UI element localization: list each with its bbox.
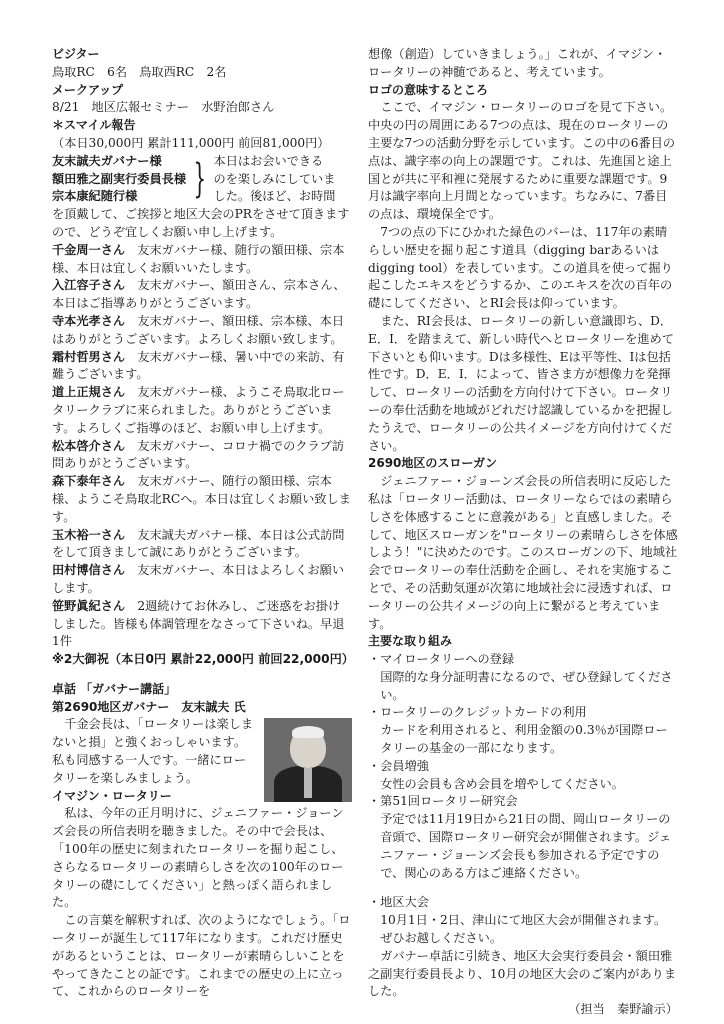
- guest-side-text: した。後ほど、お時間: [213, 189, 336, 204]
- smile-entry: 寺本光孝さん 友末ガバナー、額田様、宗本様、本日はありがとうございます。よろしくお願い致します。: [52, 313, 345, 346]
- brace-icon: }: [193, 155, 207, 202]
- smile-totals: （本日30,000円 累計111,000円 前回81,000円）: [52, 135, 330, 150]
- visitor-line: 鳥取RC 6名 鳥取西RC 2名: [52, 64, 227, 79]
- action-text: 予定では11月19日から21日の間、岡山ロータリーの音頭で、国際ロータリー研究会が開催されます。ジェニファー・ジョーンズ会長も参加される予定ですので、関心のある方はご連絡ください。: [380, 812, 672, 880]
- action-text: 国際的な身分証明書になるので、ぜひ登録してください。: [380, 669, 673, 702]
- smile-entry: 笹野眞紀さん 2週続けてお休みし、ご迷惑をお掛けしました。皆様も体調管理をなさって下さいね。早退1件: [52, 598, 345, 649]
- left-column: [52, 46, 352, 1001]
- actions-list: [368, 651, 678, 882]
- right-column: [368, 46, 678, 1019]
- continued-text: 想像（創造）していきましょう。」これが、イマジン・ロータリーの神髄であると、考えています。: [368, 47, 667, 79]
- talk-heading: 卓話 「ガバナー講話」: [52, 681, 177, 696]
- guest-side-text: のを楽しみにしていま: [213, 171, 336, 186]
- district-text: 10月1日・2日、津山にて地区大会が開催されます。ぜひお越しください。: [380, 913, 667, 946]
- speaker-line: 第2690地区ガバナー 友末誠夫 氏: [52, 699, 246, 714]
- logo-heading: ロゴの意味するところ: [368, 82, 489, 97]
- makeup-heading: メークアップ: [52, 82, 124, 97]
- action-title: ・第51回ロータリー研究会: [368, 794, 518, 809]
- smile-entry: 入江容子さん 友末ガバナー、額田さん、宗本さん、本日はご指導ありがとうございます。: [52, 278, 346, 311]
- imagine-paragraph: この言葉を解釈すれば、次のようになでしょう。「ロータリーが誕生して117年になります。これだけ歴史があるということは、ロータリーが素晴らしいことをやってきたことの証です。これまでの歴史の上に立って、これからのロータリーを: [52, 913, 351, 999]
- guest-rest: を頂戴して、ご挨拶と地区大会のPRをさせて頂きますので、どうぞ宜しくお願い申し上げます。: [52, 207, 350, 239]
- action-title: ・マイロータリーへの登録: [368, 652, 515, 667]
- logo-paragraph: ここで、イマジン・ロータリーのロゴを見て下さい。中央の円の周囲にある7つの点は、現在のロータリーの主要な7つの活動分野を示しています。この中の6番目の点は、識字率の向上の課題です。これは、先進国と途上国とが共に平和裡に発展するために重要な課題です。9月は識字率向上月間となっています。ちなみに、7番目の点は、環境保全です。: [368, 100, 676, 222]
- intro-text: 千金会長は、「ロータリーは楽しまないと損」と強くおっしゃいます。私も同感する一人です。一緒にロータリーを楽しみましょう。: [52, 717, 254, 785]
- actions-heading: 主要な取り組み: [368, 634, 453, 649]
- smile-entry: 霜村哲男さん 友末ガバナー様、暑い中での来訪、有難うございます。: [52, 349, 345, 382]
- smile-entry: 千金周一さん 友末ガバナー様、随行の額田様、宗本様、本日は宜しくお願いいたします。: [52, 242, 345, 275]
- smile-entry: 田村博信さん 友末ガバナー、本日はよろしくお願いします。: [52, 563, 345, 595]
- smile-entries: [52, 242, 352, 651]
- smile-entry: 道上正規さん 友末ガバナー様、ようこそ鳥取北ロータリークラブに来られました。ありがとうございます。よろしくご指導のほど、お願い申し上げます。: [52, 385, 345, 435]
- big-gift-line: ※2大御祝（本日0円 累計22,000円 前回22,000円）: [52, 652, 354, 667]
- smile-entry: 玉木裕一さん 友末誠夫ガバナー様、本日は公式訪問をして頂きまして誠にありがとうございます。: [52, 527, 345, 560]
- imagine-paragraph: 私は、今年の正月明けに、ジェニファー・ジョーンズ会長の所信表明を聴きました。その中で会長は、「100年の歴史に刻まれたロータリーを掘り起こし、さらなるロータリーの素晴らしさを次の100年のロータリーの礎にしてください」と熱っぽく語られました。: [52, 806, 344, 910]
- action-title: ・会員増強: [368, 758, 429, 773]
- guest-name: 額田雅之副実行委員長様: [52, 171, 187, 186]
- smile-entry: 森下泰年さん 友末ガバナー、随行の額田様、宗本様、ようこそ鳥取北RCへ。本日は宜しくお願い致します。: [52, 474, 351, 524]
- logo-paragraph: また、RI会長は、ロータリーの新しい意識即ち、D．E．I．を踏まえて、新しい時代へとロータリーを進めて下さいとも仰います。Dは多様性、Eは平等性、Iは包括性です。D．E．I．によって、皆さま方が想像力を発揮して、ロータリーの活動を方向付けて下さい。ロータリーの奉仕活動を地域がどれだけ認識しているかを把握したうえで、ロータリーの公共イメージを方向付けてください。: [368, 313, 674, 453]
- action-title: ・ロータリーのクレジットカードの利用: [368, 705, 587, 720]
- smile-heading: ＊スマイル報告: [52, 118, 136, 133]
- slogan-heading: 2690地区のスローガン: [368, 456, 498, 471]
- guest-name: 宗本康紀随行様: [52, 189, 138, 204]
- district-title: ・地区大会: [368, 895, 429, 910]
- logo-paragraph: 7つの点の下にひかれた緑色のバーは、117年の素晴らしい歴史を掘り起こす道具（digging barあるいはdigging tool）を表しています。この道具を使って掘り起こしたエキスをどうするか、このエキスを次の百年の礎にしてください、とRI会長は仰っています。: [368, 224, 673, 311]
- guest-block: [52, 153, 352, 206]
- slogan-paragraph: ジェニファー・ジョーンズ会長の所信表明に反応した私は「ロータリー活動は、ロータリーならではの素晴らしさを体感することに意義がある」と直感しました。そして、地区スローガンを"ロータリーの素晴らしさを体感しよう！"に決めたのです。このスローガンの下、地域社会でロータリーの奉仕活動を企画し、それを実施することで、その活動気運が次第に地域社会に浸透すれば、ロータリーの公共イメージの向上に繋がると考えています。: [368, 474, 678, 631]
- visitor-heading: ビジター: [52, 47, 100, 61]
- action-text: カードを利用されると、利用金額の0.3％が国際ロータリーの基金の一部になります。: [380, 723, 668, 756]
- action-text: 女性の会員も含め会員を増やしてください。: [380, 776, 624, 791]
- imagine-heading: イマジン・ロータリー: [52, 788, 172, 803]
- closing-text: ガバナー卓話に引続き、地区大会実行委員会・額田雅之副実行委員長より、10月の地区大会のご案内がありました。: [368, 948, 677, 999]
- guest-side-text: 本日はお会いできる: [213, 153, 324, 168]
- signature: （担当 秦野諭示）: [568, 1002, 678, 1017]
- smile-entry: 松本啓介さん 友末ガバナー、コロナ禍でのクラブ訪問ありがとうございます。: [52, 438, 345, 471]
- guest-name: 友末誠夫ガバナー様: [52, 153, 162, 168]
- makeup-line: 8/21 地区広報セミナー 水野治郎さん: [52, 100, 275, 115]
- speaker-photo: [264, 718, 352, 802]
